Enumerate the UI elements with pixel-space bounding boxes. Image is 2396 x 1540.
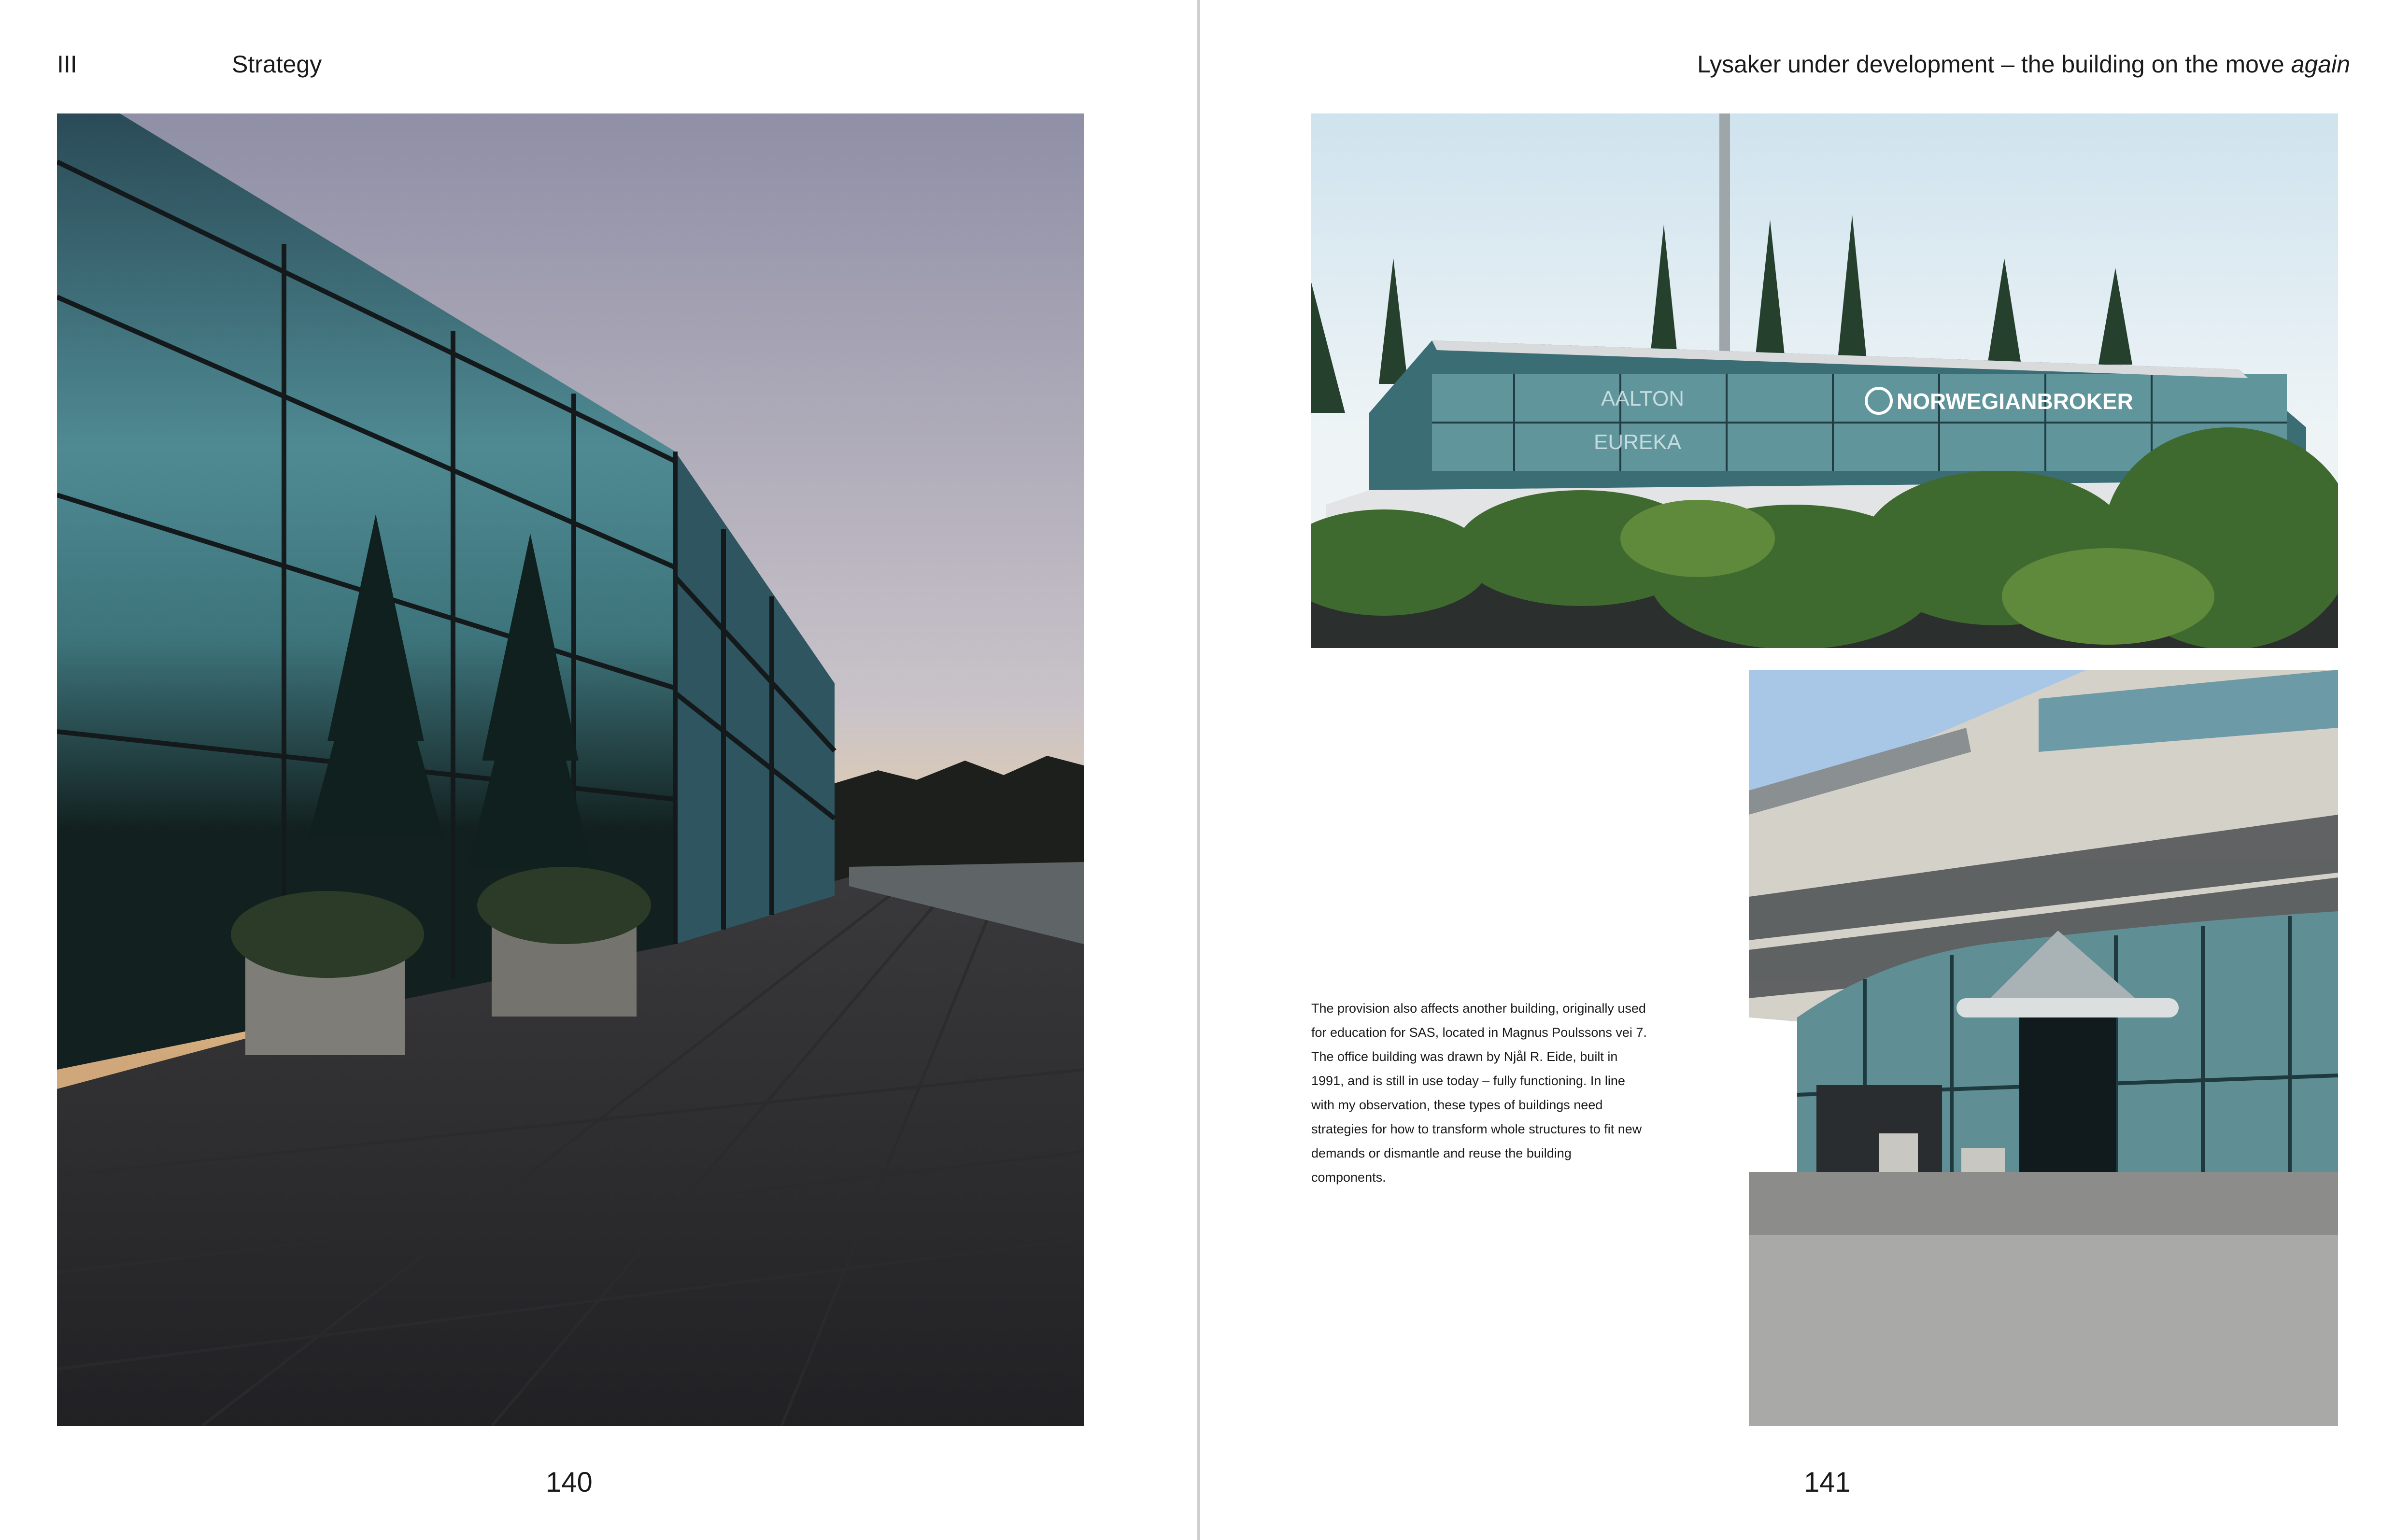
left-page xyxy=(0,0,1197,1540)
office-building-hillside-photo xyxy=(1311,113,2338,648)
running-title xyxy=(1697,47,2350,81)
section-title: Strategy xyxy=(232,51,322,78)
building-entrance-photo xyxy=(1749,670,2338,1426)
running-title-emphasis: again xyxy=(2291,51,2350,78)
section-number: III xyxy=(57,51,77,78)
running-title-text: Lysaker under development – the building on the move xyxy=(1697,51,2284,78)
dusk-glass-facade-photo xyxy=(57,113,1084,1426)
page-number: 141 xyxy=(1804,1467,1851,1498)
body-paragraph: The provision also affects another building, originally used for education for SAS, located in Magnus Poulssons vei 7. The office building was drawn by Njål R. Eide, built in 1991, and is still in use today – fully functioning. In line with my observation, these types of buildings need strategies for how to transform whole structures to fit new demands or dismantle and reuse the building components. xyxy=(1311,1001,1647,1185)
sign-norwegianbroker: NORWEGIANBROKER xyxy=(1897,389,2133,414)
sign-eureka: EUREKA xyxy=(1594,430,1681,454)
page-number: 140 xyxy=(546,1467,593,1498)
right-page xyxy=(1200,0,2396,1540)
sign-aalton: AALTON xyxy=(1601,387,1684,410)
